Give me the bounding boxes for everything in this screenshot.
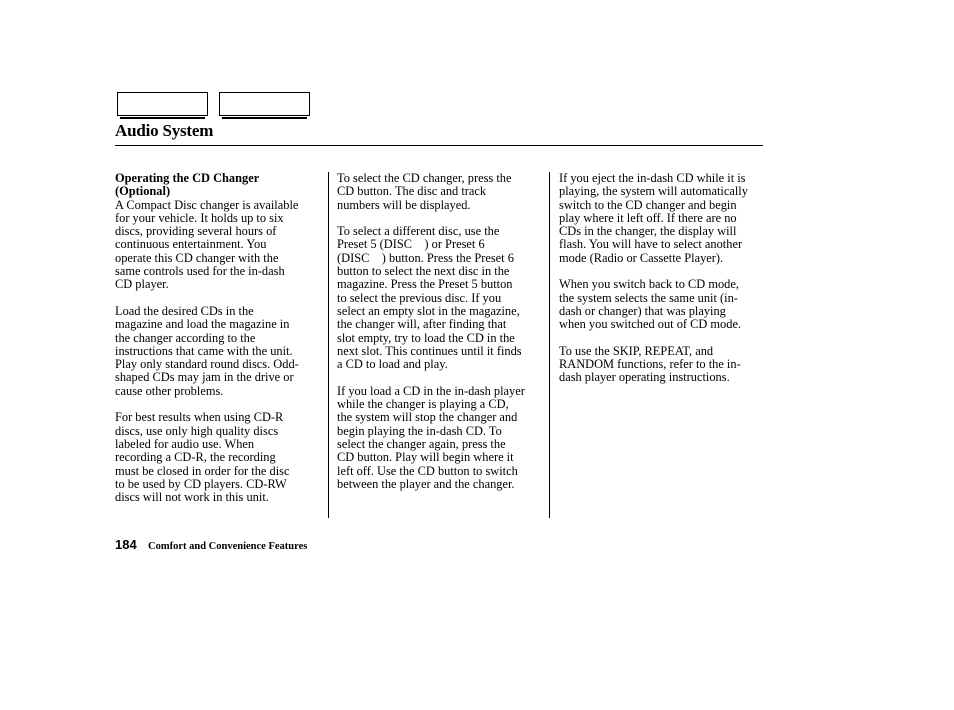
column-divider: [328, 172, 329, 518]
text-line: Preset 5 (DISC ) or Preset 6: [337, 237, 485, 252]
text-line: left off. Use the CD button to switch: [337, 463, 518, 478]
text-line: CDs in the changer, the display will: [559, 224, 737, 239]
text-line: shaped CDs may jam in the drive or: [115, 370, 294, 385]
text-line: dash player operating instructions.: [559, 370, 730, 385]
text-line: magazine and load the magazine in: [115, 317, 290, 332]
text-line: If you eject the in-dash CD while it is: [559, 171, 746, 185]
text-line: a CD to load and play.: [337, 357, 448, 372]
heading-line: Operating the CD Changer: [115, 171, 260, 185]
paragraph: [115, 411, 321, 504]
text-line: dash or changer) that was playing: [559, 303, 726, 318]
text-line: same controls used for the in-dash: [115, 264, 285, 279]
text-line: numbers will be displayed.: [337, 197, 471, 212]
text-line: When you switch back to CD mode,: [559, 277, 739, 292]
text-line: To use the SKIP, REPEAT, and: [559, 343, 714, 358]
text-line: CD button. The disc and track: [337, 184, 487, 199]
text-column-3: [559, 172, 765, 398]
paragraph: [559, 172, 765, 265]
text-line: labeled for audio use. When: [115, 436, 255, 451]
text-line: CD player.: [115, 277, 169, 292]
header-tab-box-left: [117, 92, 208, 116]
text-line: instructions that came with the unit.: [115, 343, 293, 358]
text-column-1: [115, 172, 321, 518]
text-line: (DISC ) button. Press the Preset 6: [337, 250, 514, 265]
paragraph: [337, 225, 543, 371]
text-line: For best results when using CD-R: [115, 410, 284, 425]
text-line: mode (Radio or Cassette Player).: [559, 250, 724, 265]
text-line: CD button. Play will begin where it: [337, 450, 514, 465]
text-line: slot empty, try to load the CD in the: [337, 330, 515, 345]
text-line: switch to the CD changer and begin: [559, 197, 737, 212]
text-line: recording a CD-R, the recording: [115, 450, 276, 465]
text-line: cause other problems.: [115, 383, 224, 398]
paragraph: [115, 199, 321, 292]
text-line: discs, providing several hours of: [115, 224, 277, 239]
text-line: continuous entertainment. You: [115, 237, 267, 252]
paragraph: [115, 305, 321, 398]
text-line: operate this CD changer with the: [115, 250, 279, 265]
text-line: the changer will, after finding that: [337, 317, 507, 332]
text-line: To select the CD changer, press the: [337, 171, 512, 185]
footer-section-title: Comfort and Convenience Features: [148, 541, 308, 552]
text-line: flash. You will have to select another: [559, 237, 743, 252]
text-line: for your vehicle. It holds up to six: [115, 210, 284, 225]
column-divider: [549, 172, 550, 518]
text-line: next slot. This continues until it finds: [337, 343, 522, 358]
section-heading: [115, 172, 321, 199]
heading-line: (Optional): [115, 184, 171, 199]
text-line: when you switched out of CD mode.: [559, 317, 742, 332]
text-line: RANDOM functions, refer to the in-: [559, 357, 741, 372]
text-line: select an empty slot in the magazine,: [337, 303, 520, 318]
text-line: Load the desired CDs in the: [115, 303, 254, 318]
text-line: If you load a CD in the in-dash player: [337, 383, 525, 398]
text-line: to select the previous disc. If you: [337, 290, 502, 305]
text-line: playing, the system will automatically: [559, 184, 748, 199]
text-line: between the player and the changer.: [337, 476, 515, 491]
text-column-2: [337, 172, 543, 504]
title-divider: [115, 145, 763, 146]
text-line: button to select the next disc in the: [337, 264, 510, 279]
page-number: 184: [115, 537, 137, 552]
text-line: the changer according to the: [115, 330, 256, 345]
paragraph: [559, 345, 765, 385]
text-line: To select a different disc, use the: [337, 224, 500, 239]
text-line: discs will not work in this unit.: [115, 490, 269, 505]
paragraph: [337, 385, 543, 491]
text-line: Play only standard round discs. Odd-: [115, 357, 299, 372]
text-line: must be closed in order for the disc: [115, 463, 290, 478]
header-tab-box-right: [219, 92, 310, 116]
text-line: magazine. Press the Preset 5 button: [337, 277, 513, 292]
page-title: Audio System: [115, 121, 214, 140]
text-line: A Compact Disc changer is available: [115, 197, 299, 212]
text-line: the system selects the same unit (in-: [559, 290, 738, 305]
text-line: begin playing the in-dash CD. To: [337, 423, 502, 438]
paragraph: [337, 172, 543, 212]
text-line: discs, use only high quality discs: [115, 423, 279, 438]
text-line: select the changer again, press the: [337, 436, 506, 451]
text-line: while the changer is playing a CD,: [337, 397, 509, 412]
paragraph: [559, 278, 765, 331]
text-line: the system will stop the changer and: [337, 410, 518, 425]
text-line: to be used by CD players. CD-RW: [115, 476, 287, 491]
text-line: play where it left off. If there are no: [559, 210, 737, 225]
